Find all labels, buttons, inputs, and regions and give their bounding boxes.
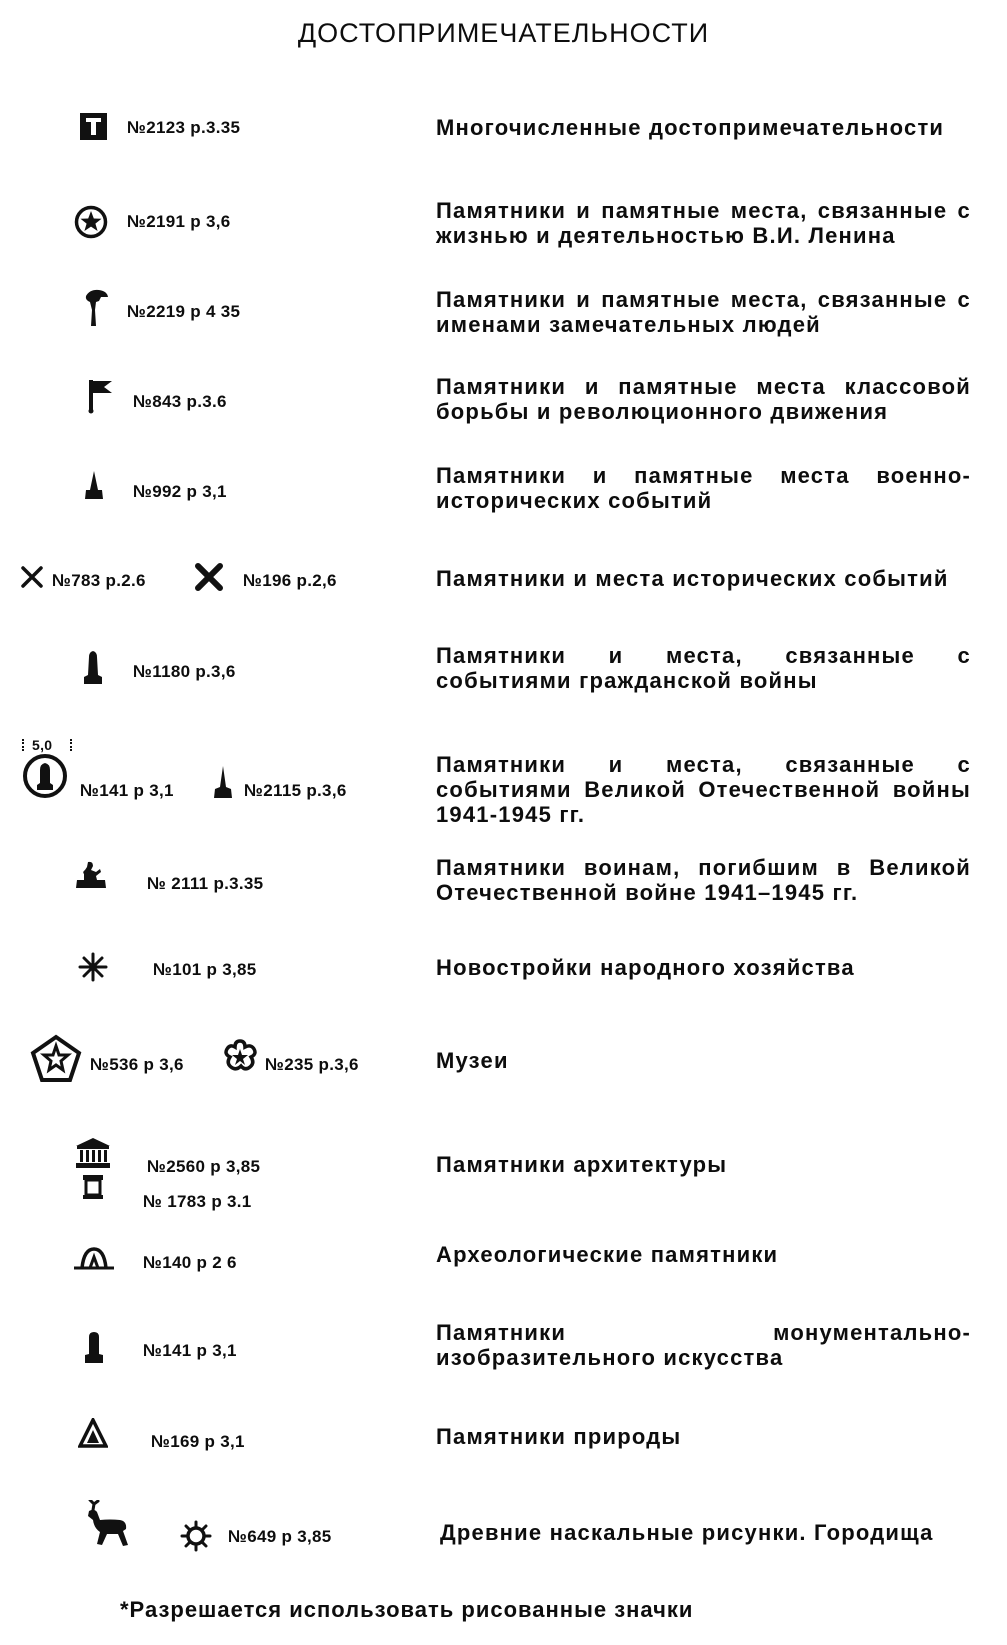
legend-code: №992 р 3,1 xyxy=(133,482,227,501)
legend-code: №141 р 3,1 xyxy=(143,1341,237,1360)
legend-code: №169 р 3,1 xyxy=(151,1432,245,1451)
fortified-settlement-icon xyxy=(180,1520,212,1552)
circled-star-icon xyxy=(74,205,108,239)
legend-code: №649 р 3,85 xyxy=(228,1527,332,1546)
flower-star-icon xyxy=(222,1039,258,1073)
legend-description: Памятники и места исторических событий xyxy=(436,566,949,591)
pentagon-star-icon xyxy=(30,1034,82,1084)
legend-code: № 1783 р 3.1 xyxy=(143,1192,252,1211)
classical-building-icon xyxy=(75,1137,111,1169)
obelisk-icon xyxy=(83,470,105,500)
obelisk-star-icon xyxy=(211,765,235,799)
legend-code: №1180 р.3,6 xyxy=(133,662,236,681)
legend-code: №536 р 3,6 xyxy=(90,1055,184,1074)
legend-code: №235 р.3,6 xyxy=(265,1055,359,1074)
legend-description: Памятники и памятные места, связанные с жизнью и деятельностью В.И. Ленина xyxy=(436,198,971,248)
circled-monument-icon xyxy=(22,753,68,799)
legend-description: Многочисленные достопримечательности xyxy=(436,115,945,140)
legend-description: Музеи xyxy=(436,1048,509,1073)
legend-description: Памятники монументально-изобразительного искусства xyxy=(436,1320,971,1370)
bust-monument-icon xyxy=(82,288,110,328)
legend-code: №196 р.2,6 xyxy=(243,571,337,590)
legend-description: Памятники природы xyxy=(436,1424,682,1449)
mound-icon xyxy=(72,1246,116,1270)
legend-description: Новостройки народного хозяйства xyxy=(436,955,855,980)
statue-icon xyxy=(82,1330,106,1364)
legend-description: Памятники и места, связанные с событиями гражданской войны xyxy=(436,643,971,693)
crossed-swords-thin-icon xyxy=(20,565,44,589)
legend-code: №2560 р 3,85 xyxy=(147,1157,261,1176)
column-icon xyxy=(82,1174,104,1200)
legend-description: Археологические памятники xyxy=(436,1242,779,1267)
warrior-memorial-icon xyxy=(74,860,108,890)
legend-code: №843 р.3.6 xyxy=(133,392,227,411)
legend-description: Памятники и памятные места, связанные с именами замечательных людей xyxy=(436,287,971,337)
legend-code: №140 р 2 6 xyxy=(143,1253,237,1272)
legend-description: Памятники и памятные места классовой борьбы и революционного движения xyxy=(436,374,971,424)
footnote: *Разрешается использовать рисованные значки xyxy=(120,1597,694,1622)
legend-code: №101 р 3,85 xyxy=(153,960,257,979)
legend-description: Древние наскальные рисунки. Городища xyxy=(440,1520,934,1545)
legend-code: №783 р.2.6 xyxy=(52,571,146,590)
tourism-t-icon xyxy=(80,113,107,140)
legend-code: №2191 р 3,6 xyxy=(127,212,231,231)
monument-icon xyxy=(82,649,104,685)
legend-description: Памятники и памятные места военно-исторических событий xyxy=(436,463,971,513)
sparkle-star-icon xyxy=(78,952,108,982)
size-label: 5,0 xyxy=(32,737,53,753)
crossed-swords-bold-icon xyxy=(194,563,224,591)
triangle-tree-icon xyxy=(78,1418,108,1448)
legend-description: Памятники архитектуры xyxy=(436,1152,728,1177)
legend-code: №2219 р 4 35 xyxy=(127,302,241,321)
legend-code: № 2111 р.3.35 xyxy=(147,874,264,893)
page-title: ДОСТОПРИМЕЧАТЕЛЬНОСТИ xyxy=(297,18,710,48)
legend-code: №2123 р.3.35 xyxy=(127,118,241,137)
legend-description: Памятники и места, связанные с событиями Великой Отечественной войны 1941-1945 гг. xyxy=(436,752,971,827)
deer-rock-art-icon xyxy=(80,1500,132,1548)
legend-description: Памятники воинам, погибшим в Великой Отечественной войне 1941–1945 гг. xyxy=(436,855,971,905)
legend-code: №141 р 3,1 xyxy=(80,781,174,800)
legend-code: №2115 р.3,6 xyxy=(244,781,347,800)
flag-icon xyxy=(86,378,114,414)
